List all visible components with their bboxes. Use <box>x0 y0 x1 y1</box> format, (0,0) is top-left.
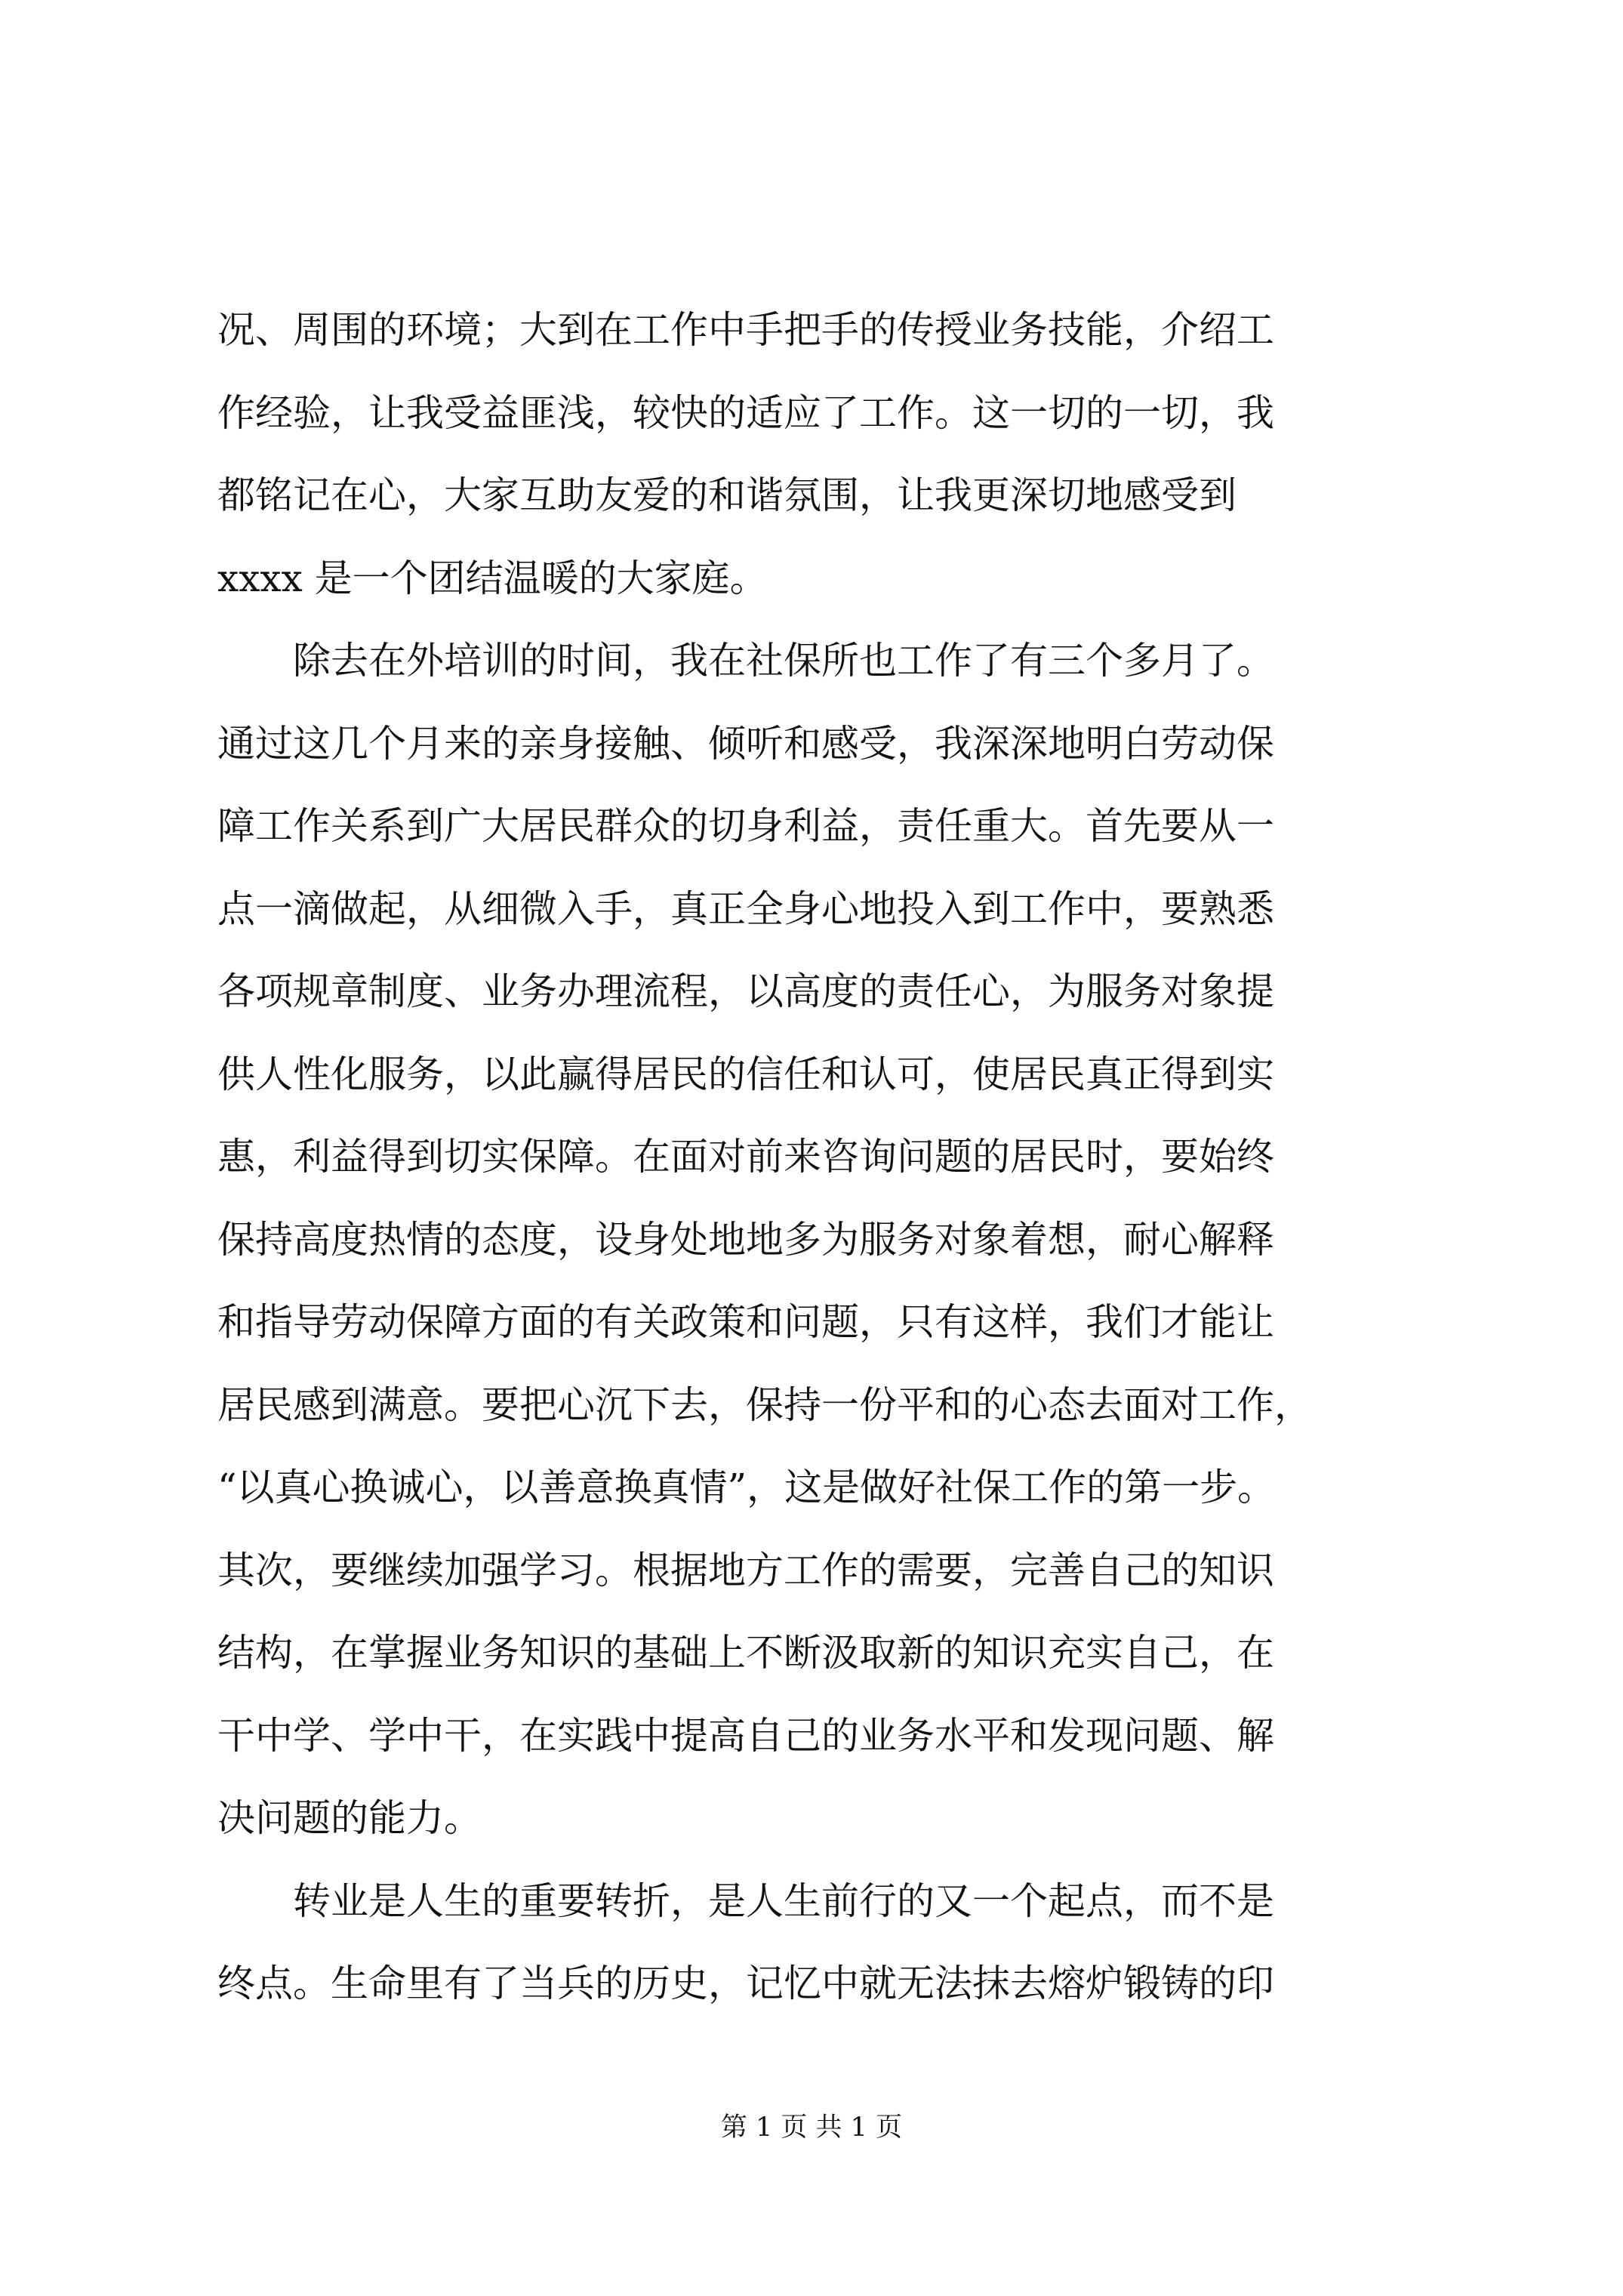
text-line-9: 各项规章制度、业务办理流程，以高度的责任心，为服务对象提 <box>217 969 1274 1013</box>
document-body <box>217 289 1440 2026</box>
text-line-16: 其次，要继续加强学习。根据地方工作的需要，完善自己的知识 <box>217 1548 1274 1592</box>
text-line-21: 终点。生命里有了当兵的历史，记忆中就无法抹去熔炉锻铸的印 <box>217 1962 1274 2005</box>
text-line-15: “以真心换诚心，以善意换真情”，这是做好社保工作的第一步。 <box>217 1465 1276 1509</box>
text-line-3: 都铭记在心，大家互助友爱的和谐氛围，让我更深切地感受到 <box>217 473 1236 517</box>
text-line-6: 通过这几个月来的亲身接触、倾听和感受，我深深地明白劳动保 <box>217 721 1274 766</box>
text-line-7: 障工作关系到广大居民群众的切身利益，责任重大。首先要从一 <box>217 804 1274 848</box>
text-line-10: 供人性化服务，以此赢得居民的信任和认可，使居民真正得到实 <box>217 1052 1274 1096</box>
text-line-12: 保持高度热情的态度，设身处地地多为服务对象着想，耐心解释 <box>217 1217 1274 1262</box>
text-line-18: 干中学、学中干，在实践中提高自己的业务水平和发现问题、解 <box>217 1713 1274 1758</box>
text-line-2: 作经验，让我受益匪浅，较快的适应了工作。这一切的一切，我 <box>217 390 1274 435</box>
text-line-8: 点一滴做起，从细微入手，真正全身心地投入到工作中，要熟悉 <box>217 886 1274 931</box>
text-line-17: 结构，在掌握业务知识的基础上不断汲取新的知识充实自己，在 <box>217 1631 1274 1675</box>
text-line-11: 惠，利益得到切实保障。在面对前来咨询问题的居民时，要始终 <box>217 1135 1274 1179</box>
text-line-13: 和指导劳动保障方面的有关政策和问题，只有这样，我们才能让 <box>217 1300 1274 1344</box>
page-number-footer: 第 1 页 共 1 页 <box>720 2113 903 2143</box>
text-line-4: xxxx 是一个团结温暖的大家庭。 <box>217 556 768 600</box>
text-line-1: 况、周围的环境；大到在工作中手把手的传授业务技能，介绍工 <box>217 308 1274 352</box>
text-line-19: 决问题的能力。 <box>217 1796 482 1840</box>
text-line-20: 转业是人生的重要转折，是人生前行的又一个起点，而不是 <box>217 1878 1274 1923</box>
text-line-5: 除去在外培训的时间，我在社保所也工作了有三个多月了。 <box>217 639 1274 683</box>
text-line-14: 居民感到满意。要把心沉下去，保持一份平和的心态去面对工作， <box>217 1382 1312 1427</box>
